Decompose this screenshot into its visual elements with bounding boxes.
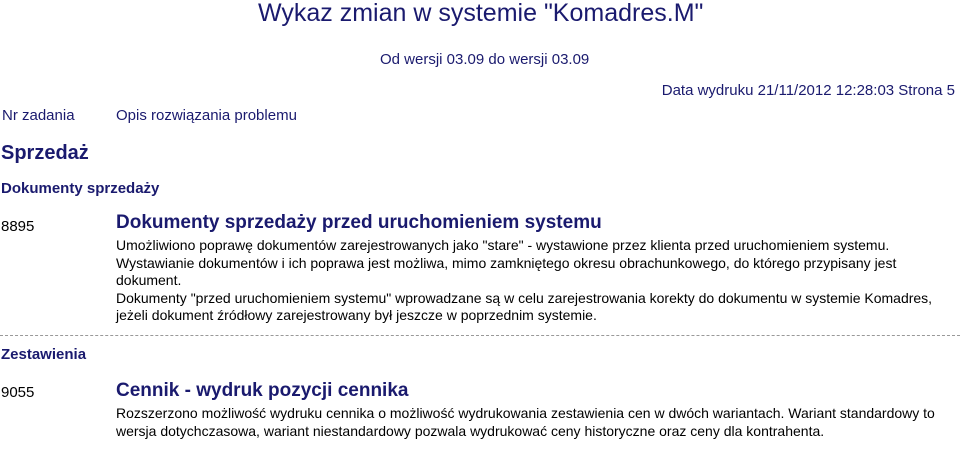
entry-description (116, 237, 956, 325)
entry-paragraph: Dokumenty "przed uruchomieniem systemu" wprowadzane są w celu zarejestrowania korekty do dokumentu w systemie Komadres, jeżeli dokument źródłowy zarejestrowany był jeszcze w poprzednim systemie. (116, 289, 933, 323)
entry-title: Cennik - wydruk pozycji cennika (116, 380, 409, 401)
section-title-zestawienia: Zestawienia (1, 346, 87, 363)
section-title-sprzedaz: Sprzedaż (1, 142, 89, 164)
entry-title: Dokumenty sprzedaży przed uruchomieniem systemu (116, 212, 602, 233)
entry-number: 8895 (1, 218, 35, 235)
section-divider (0, 335, 960, 336)
print-info: Data wydruku 21/11/2012 12:28:03 Strona 5 (661, 82, 955, 99)
version-range: Od wersji 03.09 do wersji 03.09 (380, 51, 590, 68)
entry-paragraph: Rozszerzono możliwość wydruku cennika o możliwość wydrukowania zestawienia cen w dwóch wariantach. Wariant standardowy to wersja dotychczasowa, wariant niestandardowy pozwala wydrukować ceny historyczne oraz ceny dla kontrahenta. (116, 405, 935, 439)
entry-number: 9055 (1, 384, 35, 401)
column-header-opis: Opis rozwiązania problemu (116, 107, 297, 124)
entry-paragraph: Wystawianie dokumentów i ich poprawa jest możliwa, mimo zamkniętego okresu obrachunkowego, do którego przypisany jest dokument. (116, 254, 897, 288)
entry-description (116, 405, 956, 440)
report-title: Wykaz zmian w systemie "Komadres.M" (258, 0, 704, 27)
subsection-title-dokumenty: Dokumenty sprzedaży (1, 180, 160, 197)
column-header-nr: Nr zadania (2, 107, 75, 124)
entry-paragraph: Umożliwiono poprawę dokumentów zarejestrowanych jako "stare" - wystawione przez klienta przed uruchomieniem systemu. (116, 237, 890, 253)
